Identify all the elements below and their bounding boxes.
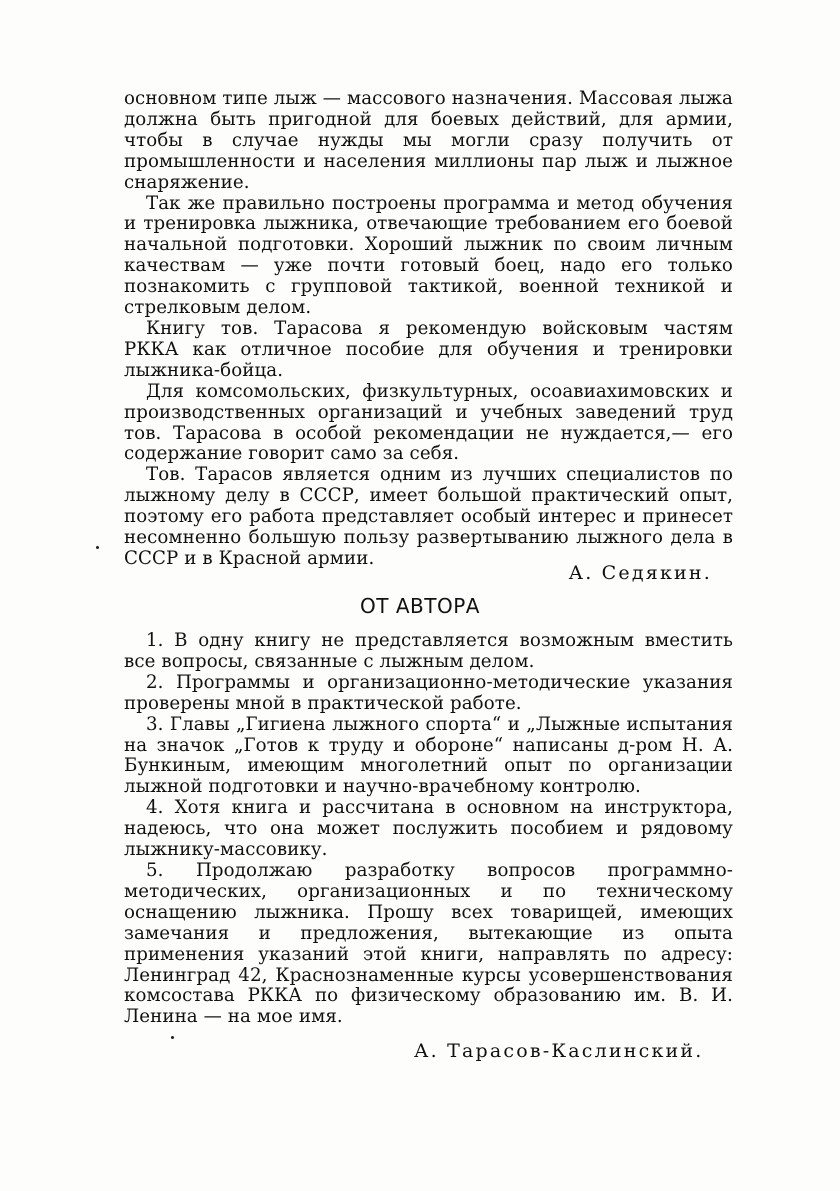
author-note-item: 2. Программы и организационно-методические указания проверены мной в практической работе. bbox=[124, 671, 733, 714]
foreword-signature: А. Седякин. bbox=[568, 562, 712, 584]
author-note-item: 1. В одну книгу не представляется возможным вместить все вопросы, связанные с лыжным делом. bbox=[124, 630, 733, 672]
foreword-text bbox=[124, 89, 733, 570]
foreword-paragraph: основном типе лыж — массового назначения. Массовая лыжа должна быть пригодной для боевых действий, для армии, чтобы в случае нужды мы могли сразу получить от промышленности и населения миллионы пар лыж и лыжное снаряжение. bbox=[124, 88, 733, 193]
foreword-paragraph: Для комсомольских, физкультурных, осоавиахимовских и производственных организаций и учебных заведений труд тов. Тарасова в особой рекомендации не нуждается,— его содержание говорит само за себя. bbox=[124, 380, 733, 465]
author-note-item: 4. Хотя книга и рассчитана в основном на инструктора, надеюсь, что она может послужить пособием и рядовому лыжнику-массовику. bbox=[124, 797, 733, 861]
section-heading: ОТ АВТОРА bbox=[360, 594, 480, 618]
author-note-item: 3. Главы „Гигиена лыжного спорта“ и „Лыжные испытания на значок „Готов к труду и обороне“ написаны д-ром Н. А. Бункиным, имеющим многолетний опыт по организации лыжной подготовки и научно-врачебному контролю. bbox=[124, 713, 733, 798]
foreword-paragraph: Так же правильно построены программа и метод обучения и тренировка лыжника, отвечающие требованием его боевой начальной подготовки. Хороший лыжник по своим личным качествам — уже почти готовый боец, надо его только познакомить с групповой тактикой, военной техникой и стрелковым делом. bbox=[124, 192, 733, 319]
foreword-paragraph: Тов. Тарасов является одним из лучших специалистов по лыжному делу в СССР, имеет большой практический опыт, поэтому его работа представляет особый интерес и принесет несомненно большую пользу развертыванию лыжного дела в СССР и в Красной армии. bbox=[124, 464, 733, 569]
foreword-paragraph: Книгу тов. Тарасова я рекомендую войсковым частям РККА как отличное пособие для обучения и тренировки лыжника-бойца. bbox=[124, 317, 733, 381]
author-note-item: 5. Продолжаю разработку вопросов программно-методических, организационных и по техническому оснащению лыжника. Прошу всех товарищей, имеющих замечания и предложения, вытекающие из опыта применения указаний этой книги, направлять по адресу: Ленинград 42, Краснознаменные курсы усовершенствования комсостава РККА по физическому образованию им. В. И. Ленина — на мое имя. bbox=[124, 859, 733, 1028]
print-speck bbox=[171, 1036, 174, 1039]
author-notes bbox=[124, 631, 733, 1028]
print-speck bbox=[96, 546, 99, 549]
author-signature: А. Тарасов-Каслинский. bbox=[414, 1040, 704, 1062]
